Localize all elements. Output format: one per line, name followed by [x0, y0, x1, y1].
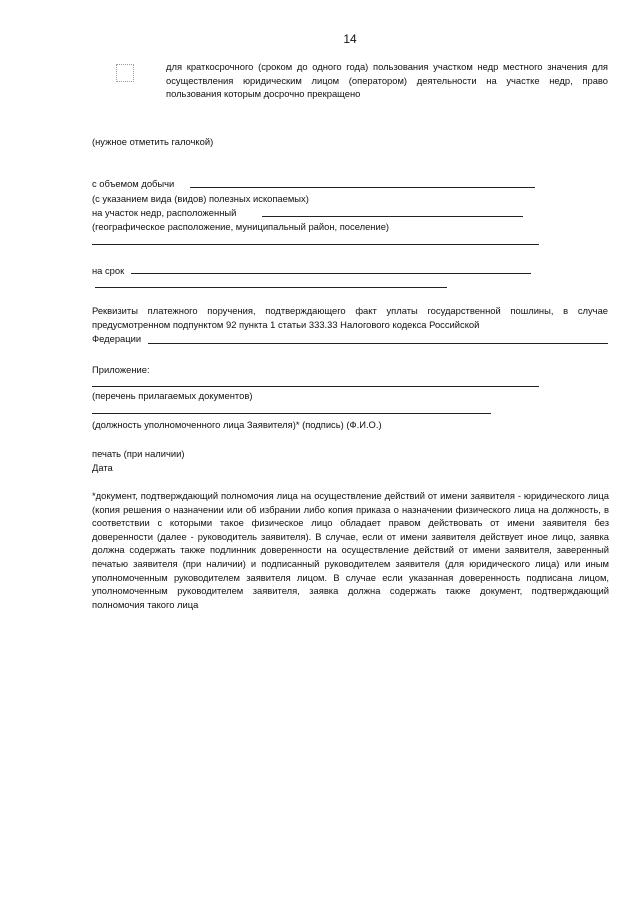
payment-field[interactable] — [148, 343, 608, 344]
stamp-label: печать (при наличии) — [92, 448, 185, 459]
option-checkbox[interactable] — [116, 64, 134, 82]
page-number: 14 — [343, 32, 357, 46]
location-field-extra[interactable] — [92, 244, 539, 245]
mark-note: (нужное отметить галочкой) — [92, 136, 214, 147]
attachment-label: Приложение: — [92, 364, 150, 375]
option-text: для краткосрочного (сроком до одного года) пользования участком недр местного значения для осуществления юридическим лицом (оператором) деятельности на участке недр, право пользования которым досрочно прекращено — [166, 61, 608, 100]
term-field[interactable] — [131, 273, 531, 274]
payment-last-word: Федерации — [92, 333, 142, 344]
location-field[interactable] — [262, 216, 523, 217]
signature-field[interactable] — [92, 413, 491, 414]
attachment-hint: (перечень прилагаемых документов) — [92, 390, 253, 401]
signature-hint: (должность уполномоченного лица Заявителя)* (подпись) (Ф.И.О.) — [92, 419, 382, 430]
term-field-extra[interactable] — [95, 287, 447, 288]
footnote: *документ, подтверждающий полномочия лица на осуществление действий от имени заявителя - юридического лица (копия решения о назначении или об избрании либо копия приказа о назначении физического лица на должность, в соответствии с которыми такое физическое лицо обладает правом действовать от имени заявителя без доверенности (далее - руководитель заявителя). В случае, если от имени заявителя действует иное лицо, заявка должна содержать также подлинник доверенности на осуществление действий от имени заявителя, заверенный печатью заявителя (при наличии) и подписанный руководителем заявителя (для юридического лица) или иным уполномоченным руководителем заявителя лицом. В случае если указанная доверенность подписана лицом, уполномоченным руководителем заявителя, заявка должна содержать также документ, подтверждающий полномочия такого лица — [92, 490, 609, 610]
payment-text: Реквизиты платежного поручения, подтверждающего факт уплаты государственной пошлины, в случае предусмотренном подпунктом 92 пункта 1 статьи 333.33 Налогового кодекса Российской — [92, 305, 608, 330]
volume-field[interactable] — [190, 187, 535, 188]
location-hint: (географическое расположение, муниципальный район, поселение) — [92, 221, 390, 232]
date-label: Дата — [92, 462, 113, 473]
term-label: на срок — [92, 265, 125, 276]
volume-hint: (с указанием вида (видов) полезных ископаемых) — [92, 193, 309, 204]
volume-label: с объемом добычи — [92, 178, 175, 189]
location-label: на участок недр, расположенный — [92, 207, 237, 218]
attachment-field[interactable] — [92, 386, 539, 387]
